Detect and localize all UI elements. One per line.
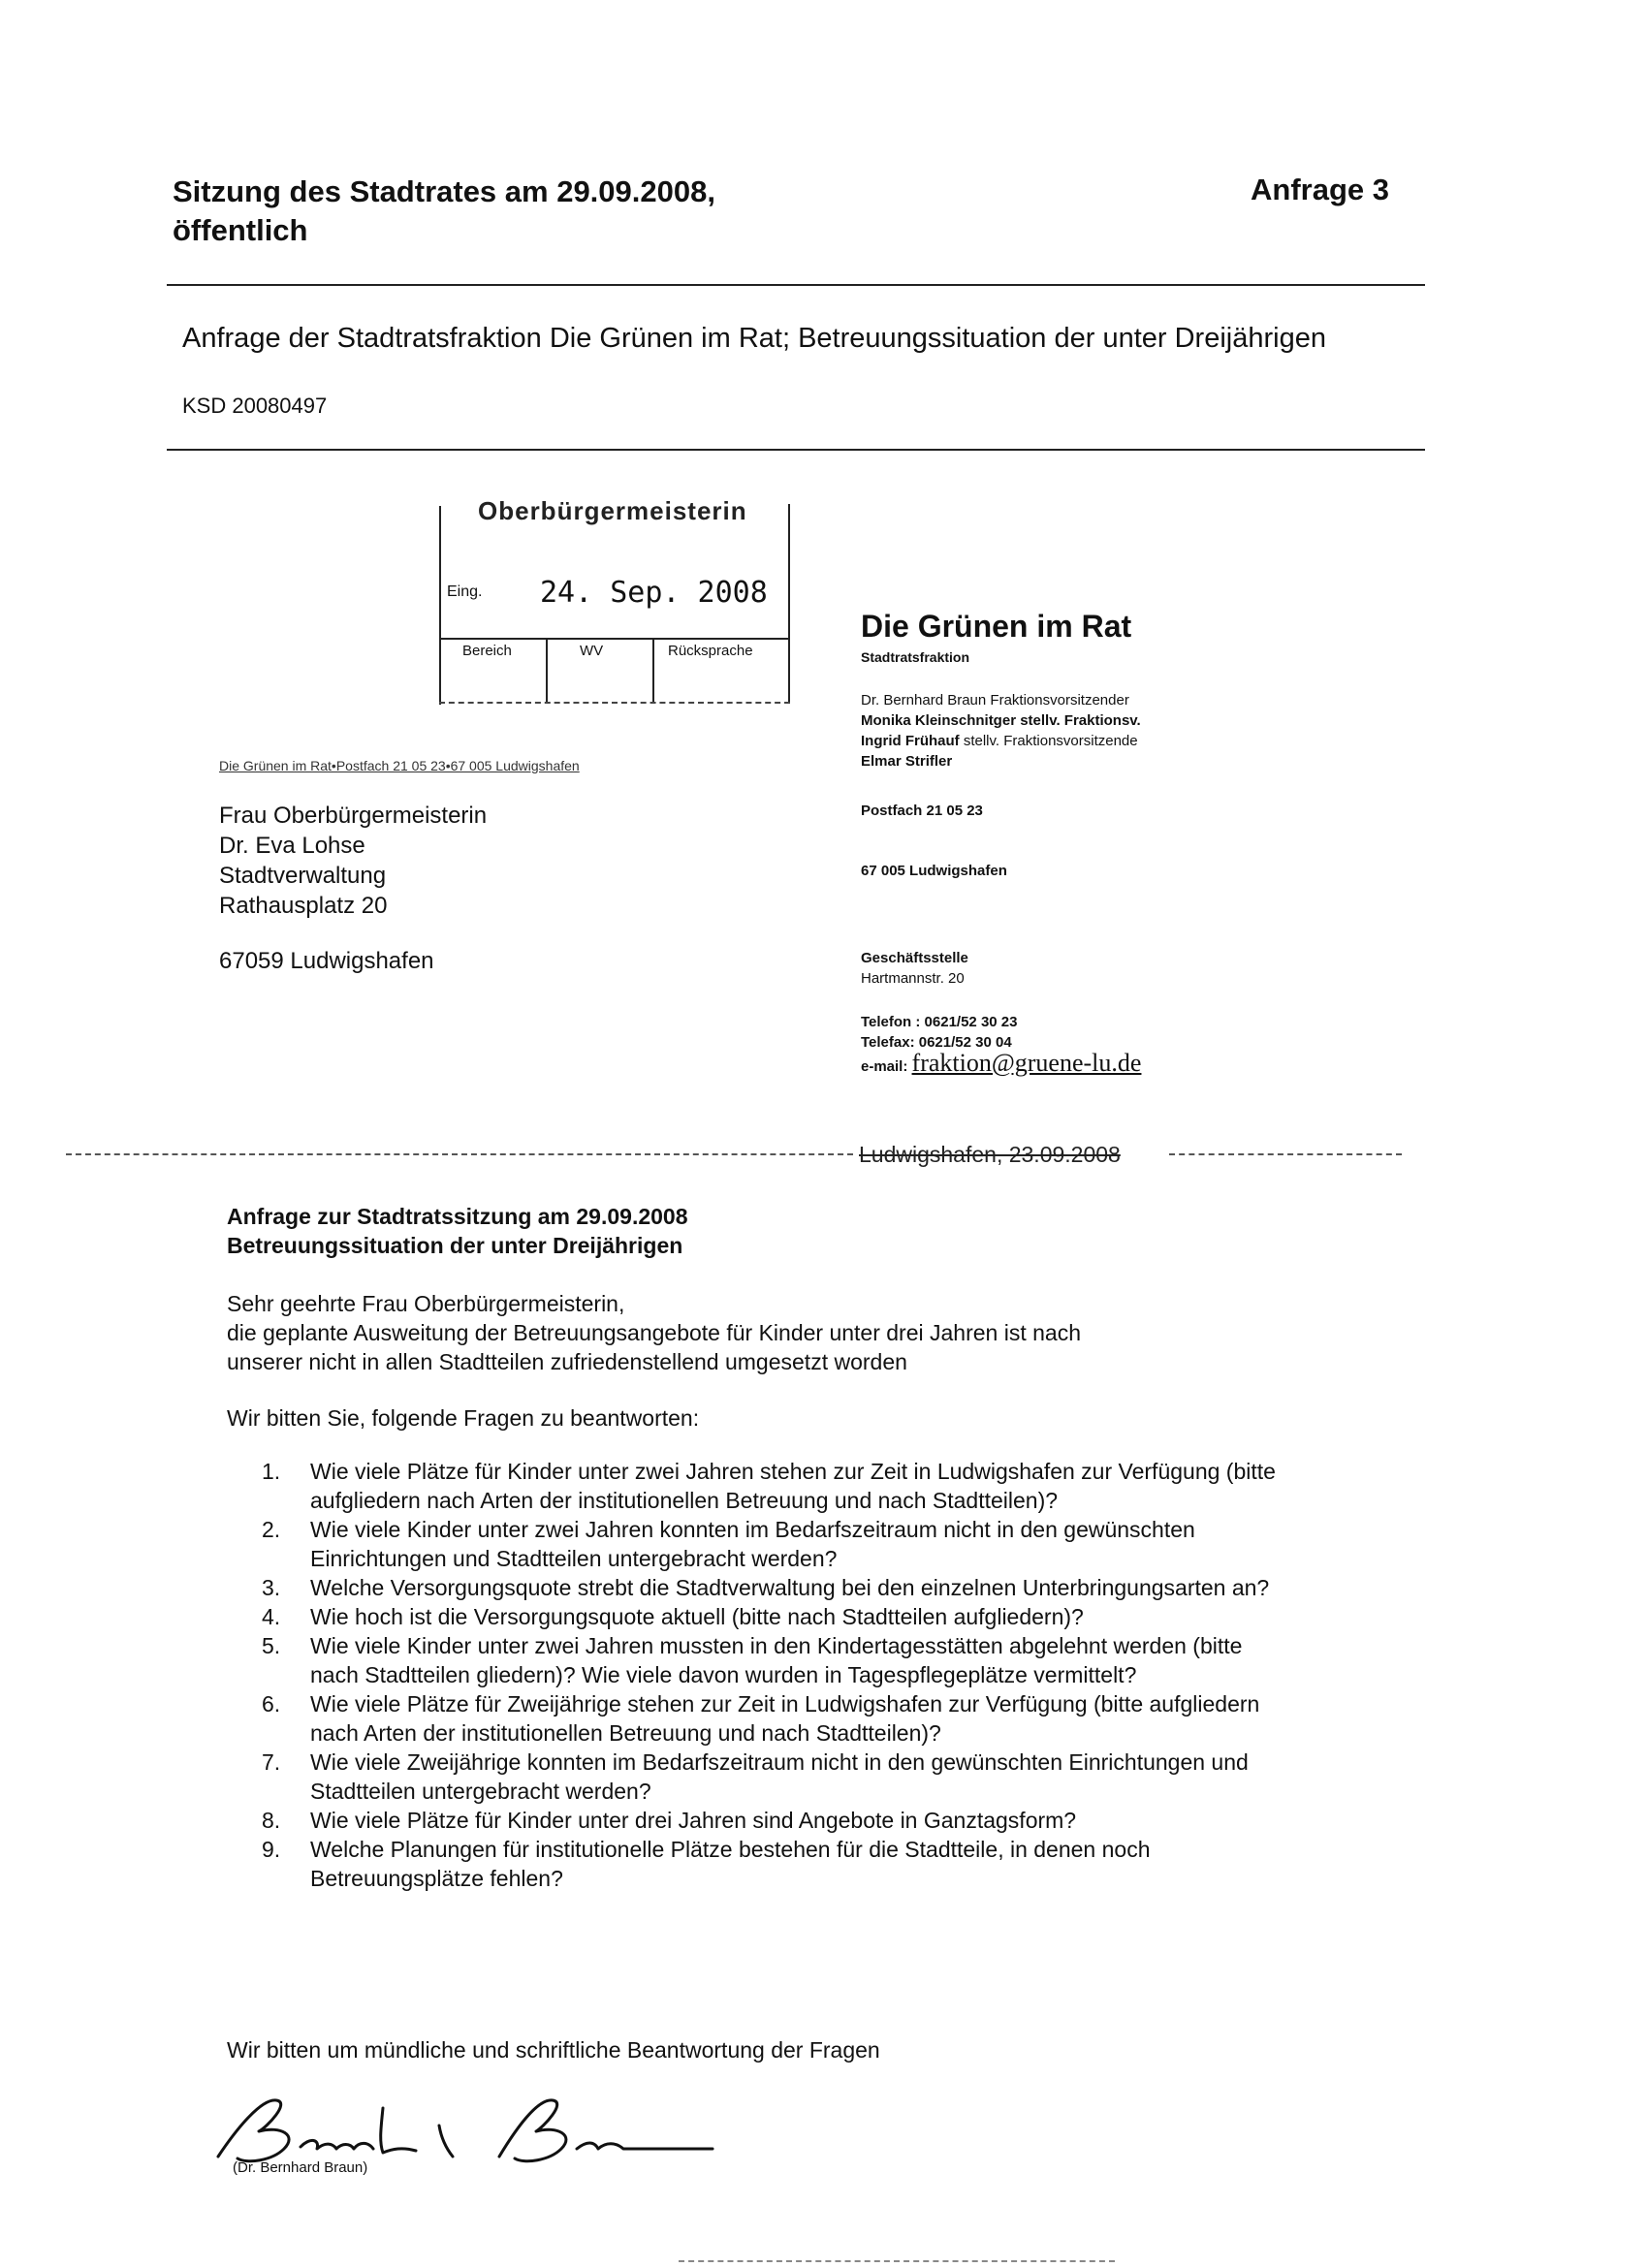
- member-role: stellv. Fraktionsv.: [1020, 712, 1141, 729]
- letter-heading-line2: Betreuungssituation der unter Dreijährigen: [227, 1233, 683, 1258]
- org-fax: Telefax: 0621/52 30 04: [861, 1034, 1012, 1051]
- org-contact: [861, 1012, 1141, 1077]
- meeting-title: [173, 173, 715, 250]
- closing-line: Wir bitten um mündliche und schriftliche Beantwortung der Fragen: [227, 2037, 880, 2063]
- signature-name: (Dr. Bernhard Braun): [233, 2159, 368, 2176]
- question-list: [262, 1457, 1280, 1893]
- recipient-line: Frau Oberbürgermeisterin: [219, 803, 488, 829]
- org-phone: Telefon : 0621/52 30 23: [861, 1014, 1018, 1030]
- office-street: Hartmannstr. 20: [861, 970, 965, 987]
- recipient-address: [219, 801, 487, 921]
- org-postfach: Postfach 21 05 23: [861, 803, 983, 819]
- recipient-line: Rathausplatz 20: [219, 893, 388, 919]
- member-role: stellv. Fraktionsvorsitzende: [963, 733, 1138, 749]
- date-line: [66, 1142, 1404, 1165]
- stamp-col-ruecksprache: Rücksprache: [668, 643, 753, 659]
- member-name: Ingrid Frühauf: [861, 733, 960, 749]
- ksd-number: KSD 20080497: [182, 394, 328, 418]
- org-subtitle: Stadtratsfraktion: [861, 649, 970, 665]
- divider: [167, 449, 1425, 451]
- inquiry-number: Anfrage 3: [1251, 173, 1389, 206]
- question-item: 6. Wie viele Plätze für Zweijährige stehen zur Zeit in Ludwigshafen zur Verfügung (bitte aufgliedern nach Arten der institutionellen Betreuung und nach Stadtteilen)?: [262, 1691, 1260, 1746]
- recipient-city: 67059 Ludwigshafen: [219, 948, 434, 974]
- member-name: Dr. Bernhard Braun: [861, 692, 987, 709]
- org-members: [861, 690, 1141, 772]
- org-name: Die Grünen im Rat: [861, 609, 1132, 644]
- question-item: 9. Welche Planungen für institutionelle Plätze bestehen für die Stadtteile, in denen noch Betreuungsplätze fehlen?: [262, 1837, 1151, 1891]
- letter-intro: [227, 1289, 1081, 1376]
- org-postcode: 67 005 Ludwigshafen: [861, 863, 1007, 879]
- stamp-eing-label: Eing.: [447, 583, 483, 600]
- member-name: Monika Kleinschnitger: [861, 712, 1017, 729]
- divider: [167, 284, 1425, 286]
- intro-line: unserer nicht in allen Stadtteilen zufriedenstellend umgesetzt worden: [227, 1349, 907, 1374]
- question-item: 8. Wie viele Plätze für Kinder unter drei Jahren sind Angebote in Ganztagsform?: [262, 1808, 1077, 1833]
- recipient-line: Stadtverwaltung: [219, 863, 387, 889]
- request-line: Wir bitten Sie, folgende Fragen zu beantworten:: [227, 1405, 700, 1431]
- salutation: Sehr geehrte Frau Oberbürgermeisterin,: [227, 1291, 625, 1316]
- email-link[interactable]: fraktion@gruene-lu.de: [911, 1049, 1142, 1077]
- recipient-line: Dr. Eva Lohse: [219, 833, 365, 859]
- sender-return-line: Die Grünen im Rat•Postfach 21 05 23•67 005 Ludwigshafen: [219, 758, 580, 773]
- question-item: 7. Wie viele Zweijährige konnten im Bedarfszeitraum nicht in den gewünschten Einrichtungen und Stadtteilen untergebracht werden?: [262, 1749, 1249, 1804]
- member-name: Elmar Strifler: [861, 753, 953, 770]
- question-item: 2. Wie viele Kinder unter zwei Jahren konnten im Bedarfszeitraum nicht in den gewünschten Einrichtungen und Stadtteilen untergebracht werden?: [262, 1517, 1195, 1571]
- letter-heading: [227, 1202, 688, 1260]
- stamp-col-wv: WV: [580, 643, 604, 659]
- question-item: 4. Wie hoch ist die Versorgungsquote aktuell (bitte nach Stadtteilen aufgliedern)?: [262, 1604, 1084, 1629]
- letter-date: Ludwigshafen, 23.09.2008: [859, 1142, 1121, 1167]
- email-label: e-mail:: [861, 1058, 908, 1075]
- intro-line: die geplante Ausweitung der Betreuungsangebote für Kinder unter drei Jahren ist nach: [227, 1320, 1081, 1345]
- received-stamp: [439, 494, 790, 706]
- meeting-title-line2: öffentlich: [173, 213, 308, 247]
- member-role: Fraktionsvorsitzender: [990, 692, 1129, 709]
- stamp-col-bereich: Bereich: [462, 643, 512, 659]
- office-label: Geschäftsstelle: [861, 950, 968, 966]
- stamp-title: Oberbürgermeisterin: [478, 496, 747, 525]
- question-item: 5. Wie viele Kinder unter zwei Jahren mussten in den Kindertagesstätten abgelehnt werden (bitte nach Stadtteilen gliedern)? Wie viele davon wurden in Tagespflegeplätze vermittelt?: [262, 1633, 1243, 1687]
- stamp-date: 24. Sep. 2008: [540, 576, 768, 610]
- org-office: [861, 948, 968, 989]
- letter-heading-line1: Anfrage zur Stadtratssitzung am 29.09.2008: [227, 1204, 688, 1229]
- meeting-title-line1: Sitzung des Stadtrates am 29.09.2008,: [173, 174, 715, 208]
- question-item: 3. Welche Versorgungsquote strebt die Stadtverwaltung bei den einzelnen Unterbringungsarten an?: [262, 1575, 1270, 1600]
- subject-line: Anfrage der Stadtratsfraktion Die Grünen im Rat; Betreuungssituation der unter Dreijährigen: [182, 323, 1326, 354]
- footer-marks: [679, 2260, 1115, 2262]
- question-item: 1. Wie viele Plätze für Kinder unter zwei Jahren stehen zur Zeit in Ludwigshafen zur Verfügung (bitte aufgliedern nach Arten der institutionellen Betreuung und nach Stadtteilen)?: [262, 1459, 1276, 1513]
